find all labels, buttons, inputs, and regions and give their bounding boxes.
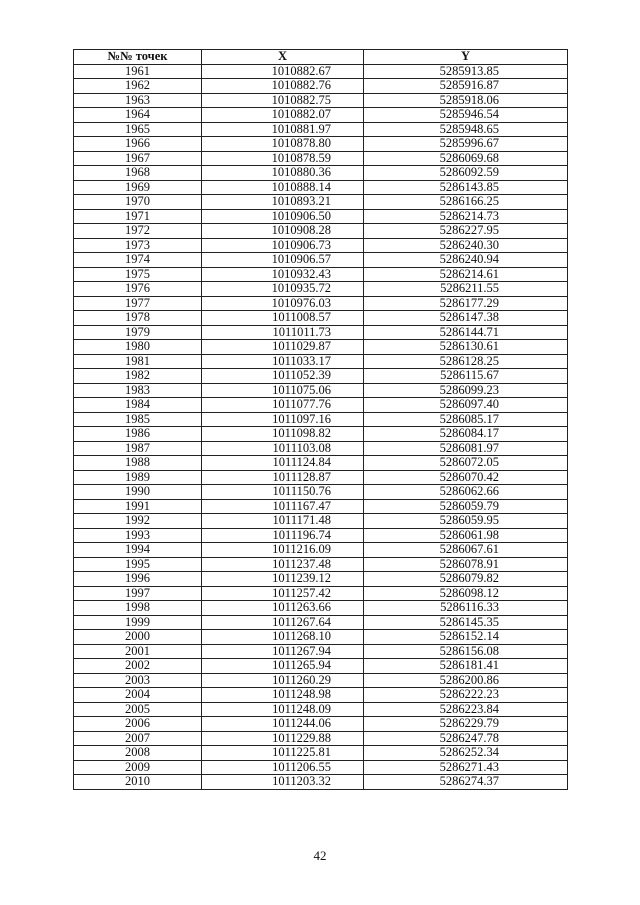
cell-y: 5286223.84 — [364, 702, 568, 717]
cell-x: 1011128.87 — [202, 470, 364, 485]
table-row — [74, 485, 568, 500]
cell-point-number: 1970 — [74, 195, 202, 210]
cell-x: 1011248.09 — [202, 702, 364, 717]
table-row — [74, 282, 568, 297]
table-row — [74, 267, 568, 282]
cell-y: 5286240.30 — [364, 238, 568, 253]
cell-x: 1010906.73 — [202, 238, 364, 253]
cell-point-number: 2009 — [74, 760, 202, 775]
cell-point-number: 1979 — [74, 325, 202, 340]
cell-point-number: 1996 — [74, 572, 202, 587]
cell-x: 1011267.64 — [202, 615, 364, 630]
cell-x: 1011033.17 — [202, 354, 364, 369]
cell-y: 5285913.85 — [364, 64, 568, 79]
cell-point-number: 1989 — [74, 470, 202, 485]
cell-point-number: 2003 — [74, 673, 202, 688]
cell-point-number: 1964 — [74, 108, 202, 123]
cell-x: 1011265.94 — [202, 659, 364, 674]
cell-point-number: 2004 — [74, 688, 202, 703]
cell-y: 5286061.98 — [364, 528, 568, 543]
cell-y: 5286229.79 — [364, 717, 568, 732]
table-row — [74, 688, 568, 703]
table-row — [74, 499, 568, 514]
cell-x: 1011203.32 — [202, 775, 364, 790]
cell-point-number: 1965 — [74, 122, 202, 137]
cell-y: 5286069.68 — [364, 151, 568, 166]
table-row — [74, 311, 568, 326]
table-row — [74, 325, 568, 340]
cell-x: 1011239.12 — [202, 572, 364, 587]
cell-point-number: 1984 — [74, 398, 202, 413]
cell-point-number: 1969 — [74, 180, 202, 195]
cell-y: 5286098.12 — [364, 586, 568, 601]
cell-x: 1011075.06 — [202, 383, 364, 398]
cell-x: 1011171.48 — [202, 514, 364, 529]
table-row — [74, 296, 568, 311]
cell-x: 1011260.29 — [202, 673, 364, 688]
cell-point-number: 2002 — [74, 659, 202, 674]
cell-x: 1011237.48 — [202, 557, 364, 572]
cell-x: 1010882.67 — [202, 64, 364, 79]
cell-y: 5286099.23 — [364, 383, 568, 398]
cell-y: 5285946.54 — [364, 108, 568, 123]
cell-x: 1011248.98 — [202, 688, 364, 703]
table-row — [74, 398, 568, 413]
cell-point-number: 1988 — [74, 456, 202, 471]
cell-x: 1011263.66 — [202, 601, 364, 616]
cell-point-number: 1997 — [74, 586, 202, 601]
cell-y: 5286152.14 — [364, 630, 568, 645]
table-row — [74, 79, 568, 94]
table-row — [74, 253, 568, 268]
cell-x: 1011150.76 — [202, 485, 364, 500]
cell-point-number: 1973 — [74, 238, 202, 253]
cell-x: 1011008.57 — [202, 311, 364, 326]
cell-x: 1011267.94 — [202, 644, 364, 659]
cell-point-number: 1994 — [74, 543, 202, 558]
cell-y: 5286147.38 — [364, 311, 568, 326]
cell-point-number: 2000 — [74, 630, 202, 645]
cell-y: 5286166.25 — [364, 195, 568, 210]
cell-y: 5286227.95 — [364, 224, 568, 239]
cell-point-number: 1995 — [74, 557, 202, 572]
cell-x: 1010906.57 — [202, 253, 364, 268]
cell-y: 5286211.55 — [364, 282, 568, 297]
cell-y: 5286072.05 — [364, 456, 568, 471]
cell-y: 5286067.61 — [364, 543, 568, 558]
table-row — [74, 340, 568, 355]
cell-point-number: 1998 — [74, 601, 202, 616]
cell-point-number: 1993 — [74, 528, 202, 543]
cell-x: 1011244.06 — [202, 717, 364, 732]
cell-y: 5286092.59 — [364, 166, 568, 181]
table-row — [74, 456, 568, 471]
cell-point-number: 1981 — [74, 354, 202, 369]
cell-y: 5286115.67 — [364, 369, 568, 384]
cell-point-number: 1972 — [74, 224, 202, 239]
table-row — [74, 630, 568, 645]
cell-x: 1011029.87 — [202, 340, 364, 355]
cell-y: 5286059.95 — [364, 514, 568, 529]
cell-x: 1010882.75 — [202, 93, 364, 108]
table-row — [74, 369, 568, 384]
cell-point-number: 1971 — [74, 209, 202, 224]
page-number: 42 — [313, 848, 327, 863]
cell-y: 5286116.33 — [364, 601, 568, 616]
cell-x: 1011124.84 — [202, 456, 364, 471]
cell-point-number: 1976 — [74, 282, 202, 297]
cell-x: 1010932.43 — [202, 267, 364, 282]
cell-y: 5286240.94 — [364, 253, 568, 268]
table-row — [74, 760, 568, 775]
cell-x: 1011097.16 — [202, 412, 364, 427]
cell-point-number: 1986 — [74, 427, 202, 442]
cell-y: 5286274.37 — [364, 775, 568, 790]
cell-x: 1010881.97 — [202, 122, 364, 137]
table-body — [74, 64, 568, 789]
cell-y: 5286247.78 — [364, 731, 568, 746]
table-row — [74, 224, 568, 239]
cell-x: 1010888.14 — [202, 180, 364, 195]
cell-point-number: 1968 — [74, 166, 202, 181]
cell-x: 1011077.76 — [202, 398, 364, 413]
table-row — [74, 180, 568, 195]
cell-y: 5286085.17 — [364, 412, 568, 427]
table-row — [74, 702, 568, 717]
cell-x: 1011052.39 — [202, 369, 364, 384]
cell-point-number: 1983 — [74, 383, 202, 398]
table-row — [74, 659, 568, 674]
cell-y: 5286079.82 — [364, 572, 568, 587]
cell-y: 5285918.06 — [364, 93, 568, 108]
cell-point-number: 2010 — [74, 775, 202, 790]
cell-x: 1011167.47 — [202, 499, 364, 514]
cell-y: 5285916.87 — [364, 79, 568, 94]
cell-point-number: 1975 — [74, 267, 202, 282]
cell-point-number: 1987 — [74, 441, 202, 456]
cell-x: 1010882.07 — [202, 108, 364, 123]
cell-point-number: 1966 — [74, 137, 202, 152]
table-row — [74, 731, 568, 746]
cell-point-number: 1980 — [74, 340, 202, 355]
table-row — [74, 470, 568, 485]
table-row — [74, 441, 568, 456]
table-row — [74, 615, 568, 630]
cell-point-number: 1992 — [74, 514, 202, 529]
table-row — [74, 209, 568, 224]
table-row — [74, 137, 568, 152]
cell-y: 5286143.85 — [364, 180, 568, 195]
cell-y: 5286084.17 — [364, 427, 568, 442]
cell-point-number: 1974 — [74, 253, 202, 268]
cell-x: 1011206.55 — [202, 760, 364, 775]
cell-y: 5286078.91 — [364, 557, 568, 572]
table-row — [74, 717, 568, 732]
cell-y: 5286081.97 — [364, 441, 568, 456]
cell-y: 5286130.61 — [364, 340, 568, 355]
cell-y: 5286070.42 — [364, 470, 568, 485]
table-row — [74, 673, 568, 688]
table-row — [74, 644, 568, 659]
column-header-point-number: №№ точек — [74, 50, 202, 65]
table-row — [74, 775, 568, 790]
cell-y: 5286144.71 — [364, 325, 568, 340]
table-row — [74, 108, 568, 123]
table-row — [74, 572, 568, 587]
table-row — [74, 557, 568, 572]
table-header-row — [74, 50, 568, 65]
cell-point-number: 2005 — [74, 702, 202, 717]
cell-y: 5286214.73 — [364, 209, 568, 224]
cell-point-number: 2001 — [74, 644, 202, 659]
cell-y: 5285996.67 — [364, 137, 568, 152]
table-row — [74, 166, 568, 181]
table-row — [74, 195, 568, 210]
table-row — [74, 383, 568, 398]
column-header-y: Y — [364, 50, 568, 65]
cell-x: 1010935.72 — [202, 282, 364, 297]
cell-point-number: 1963 — [74, 93, 202, 108]
cell-point-number: 1999 — [74, 615, 202, 630]
cell-point-number: 1962 — [74, 79, 202, 94]
cell-y: 5286252.34 — [364, 746, 568, 761]
table-row — [74, 528, 568, 543]
cell-y: 5286128.25 — [364, 354, 568, 369]
cell-y: 5286214.61 — [364, 267, 568, 282]
cell-y: 5286062.66 — [364, 485, 568, 500]
table-row — [74, 746, 568, 761]
cell-x: 1010882.76 — [202, 79, 364, 94]
cell-x: 1011229.88 — [202, 731, 364, 746]
cell-x: 1011098.82 — [202, 427, 364, 442]
cell-x: 1010880.36 — [202, 166, 364, 181]
cell-point-number: 1991 — [74, 499, 202, 514]
cell-point-number: 1967 — [74, 151, 202, 166]
table-row — [74, 238, 568, 253]
cell-x: 1010976.03 — [202, 296, 364, 311]
table-row — [74, 543, 568, 558]
cell-y: 5286222.23 — [364, 688, 568, 703]
cell-y: 5286177.29 — [364, 296, 568, 311]
table-row — [74, 354, 568, 369]
cell-point-number: 2007 — [74, 731, 202, 746]
cell-y: 5286097.40 — [364, 398, 568, 413]
table-row — [74, 93, 568, 108]
cell-x: 1010908.28 — [202, 224, 364, 239]
table-row — [74, 427, 568, 442]
cell-x: 1010878.59 — [202, 151, 364, 166]
cell-y: 5286200.86 — [364, 673, 568, 688]
table-row — [74, 601, 568, 616]
table-row — [74, 586, 568, 601]
cell-x: 1010878.80 — [202, 137, 364, 152]
cell-y: 5286145.35 — [364, 615, 568, 630]
cell-y: 5286181.41 — [364, 659, 568, 674]
cell-x: 1011011.73 — [202, 325, 364, 340]
cell-x: 1011216.09 — [202, 543, 364, 558]
table-row — [74, 122, 568, 137]
table-row — [74, 64, 568, 79]
cell-x: 1011225.81 — [202, 746, 364, 761]
table-row — [74, 412, 568, 427]
cell-y: 5286271.43 — [364, 760, 568, 775]
cell-point-number: 1978 — [74, 311, 202, 326]
table-row — [74, 151, 568, 166]
cell-point-number: 2006 — [74, 717, 202, 732]
cell-x: 1010906.50 — [202, 209, 364, 224]
cell-y: 5286156.08 — [364, 644, 568, 659]
cell-y: 5286059.79 — [364, 499, 568, 514]
cell-x: 1011257.42 — [202, 586, 364, 601]
cell-x: 1011103.08 — [202, 441, 364, 456]
cell-x: 1010893.21 — [202, 195, 364, 210]
cell-x: 1011196.74 — [202, 528, 364, 543]
cell-x: 1011268.10 — [202, 630, 364, 645]
column-header-x: X — [202, 50, 364, 65]
cell-point-number: 1977 — [74, 296, 202, 311]
cell-point-number: 2008 — [74, 746, 202, 761]
cell-point-number: 1985 — [74, 412, 202, 427]
cell-y: 5285948.65 — [364, 122, 568, 137]
cell-point-number: 1961 — [74, 64, 202, 79]
cell-point-number: 1982 — [74, 369, 202, 384]
cell-point-number: 1990 — [74, 485, 202, 500]
coordinates-table — [73, 49, 568, 790]
table-row — [74, 514, 568, 529]
